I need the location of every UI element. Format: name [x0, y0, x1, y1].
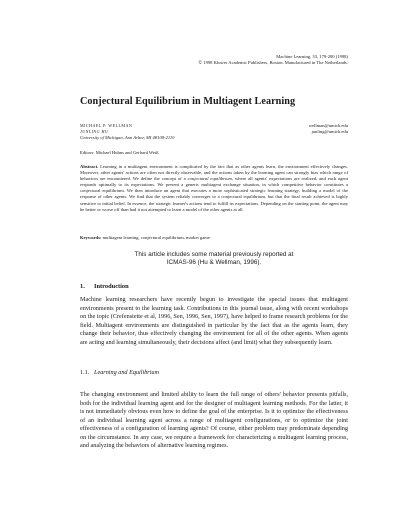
- keywords-label: Keywords:: [80, 235, 102, 240]
- abstract-emphasis: conjectural equilibrium: [187, 176, 232, 182]
- prior-publication-note: This article includes some material previously reported at: [134, 251, 294, 258]
- abstract-text-1: Learning in a multiagent environment is complicated by the fact that as other agents learn, the environment effectively changes. Moreover, other agents' actions are often not directly observable, and the actions taken by the learning agent can strongly bias which range of behaviors are encountered. We define the concept of a: [80, 164, 348, 182]
- prior-publication-citation: ICMAS-96 (Hu & Wellman, 1996).: [166, 259, 262, 266]
- section-title: Introduction: [94, 283, 129, 290]
- abstract-text-2: , where all agents' expectations are realized, and each agent responds optimally to its expectations. We present a generic multiagent exchange situation, in which competitive behavior constitutes a conjectural equilibrium. We then introduce an agent that executes a more sophisticated strategic learning strategy, building a model of the response of other agents. We find that the system reliably converges to a conjectural equilibrium, but that the final result achieved is highly sensitive to initial belief. In essence, the strategic learner's actions tend to fulfill its expectations. Depending on the starting point, the agent may be better or worse off than had it not attempted to learn a model of the other agents at all.: [80, 176, 348, 212]
- editors-line: Editors: Michael Huhns and Gerhard Weiß: [80, 150, 159, 155]
- keywords-text: multiagent learning, conjectural equilibrium, market game: [101, 235, 210, 240]
- copyright-symbol: ©: [198, 61, 203, 66]
- paper-title: Conjectural Equilibrium in Multiagent Learning: [80, 96, 296, 107]
- publisher-line: [198, 60, 348, 67]
- subsection-number: 1.1.: [80, 369, 90, 376]
- section-paragraph: Machine learning researchers have recently begun to investigate the special issues that multiagent environments present to the learning task. Contributions in this journal issue, along with recent workshops on the topic (Crefenstette et al, 1996, Sen, 1996, Sen, 1997), have helped to frame research problems for the field. Multiagent environments are distinguished in particular by the fact that as the agents learn, they change their behavior, thus effectively changing the environment for all of the other agents. When agents are acting and learning simultaneously, their decisions affect (and limit) what they subsequently learn.: [80, 296, 348, 346]
- author-email: junling@umich.edu: [311, 129, 348, 134]
- publisher-text: 1998 Kluwer Academic Publishers, Boston. Manufactured in The Netherlands.: [203, 60, 348, 65]
- section-number: 1.: [80, 283, 85, 290]
- abstract: [80, 164, 348, 213]
- affiliation: University of Michigan, Ann Arbor, MI 48109-2110: [80, 135, 175, 140]
- abstract-label: Abstract.: [80, 164, 99, 169]
- section-heading: [80, 283, 129, 290]
- journal-citation: Machine Learning, 33, 179-200 (1998): [276, 54, 348, 59]
- keywords: [80, 235, 348, 241]
- author-name: JUNLING HU: [80, 129, 109, 134]
- subsection-paragraph: The changing environment and limited ability to learn the full range of others' behavior presents pitfalls, both for the individual learning agent and for the designer of multiagent learning methods. For the latter, it is not immediately obvious even how to define the goal of the enterprise. Is it to optimize the effectiveness of an individual learning agent across a range of multiagent configurations, or to optimize the joint effectiveness of a configuration of learning agents? Of course, either problem may predominate depending on the circumstance. In any case, we require a framework for characterizing a multiagent learning process, and analyzing the behaviors of alternative learning regimes.: [80, 391, 348, 449]
- author-name: MICHAEL P. WELLMAN: [80, 123, 133, 128]
- subsection-heading: [80, 369, 159, 376]
- subsection-title: Learning and Equilibrium: [94, 369, 159, 376]
- author-email: wellman@umich.edu: [308, 123, 348, 128]
- affiliation-row: [80, 135, 348, 141]
